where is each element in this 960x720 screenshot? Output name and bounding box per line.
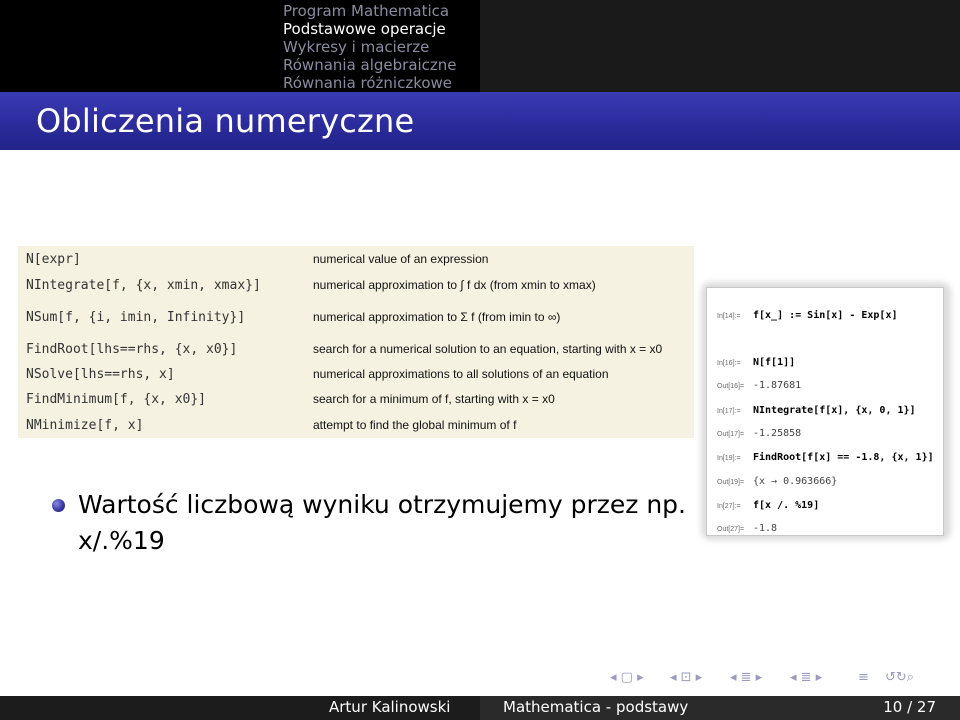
function-code: NSum[f, {i, imin, Infinity}]	[26, 310, 246, 325]
function-description: numerical approximations to all solutions of an equation	[313, 367, 609, 381]
notebook-cell	[717, 398, 916, 417]
function-code: N[expr]	[26, 252, 81, 267]
cell-input: f[x_] := Sin[x] - Exp[x]	[753, 310, 898, 321]
nav-frame-back-icon[interactable]: ◂ ▢ ▸	[610, 670, 644, 685]
function-description: numerical value of an expression	[313, 252, 489, 266]
cell-label: In[17]:=	[717, 408, 741, 415]
function-code: NIntegrate[f, {x, xmin, xmax}]	[26, 278, 261, 293]
slide-title: Obliczenia numeryczne	[36, 102, 415, 140]
bullet-text: Wartość liczbową wyniku otrzymujemy przez np. x/.%19	[78, 490, 686, 555]
function-code: FindRoot[lhs==rhs, {x, x0}]	[26, 342, 238, 357]
cell-output: -1.8	[753, 523, 778, 534]
function-description: numerical approximation to Σ f (from imin to ∞)	[313, 310, 561, 324]
notebook-cell	[717, 493, 819, 512]
notebook-cell	[717, 421, 801, 440]
cell-output: -1.87681	[753, 380, 802, 391]
cell-input: NIntegrate[f[x], {x, 0, 1}]	[753, 405, 916, 416]
nav-search-icon[interactable]: ↺↻⌕	[885, 670, 915, 685]
notebook-cell	[717, 303, 898, 322]
cell-input: N[f[1]]	[753, 357, 796, 368]
cell-label: In[16]:=	[717, 360, 741, 367]
footer-author: Artur Kalinowski	[329, 698, 451, 716]
cell-label: Out[27]=	[717, 526, 745, 533]
notebook-screenshot	[706, 287, 944, 536]
section-list	[283, 2, 457, 92]
nav-item-rownania-algebraiczne[interactable]: Równania algebraiczne	[283, 56, 457, 74]
cell-label: In[27]:=	[717, 503, 741, 510]
function-code: NSolve[lhs==rhs, x]	[26, 367, 175, 382]
footer	[0, 696, 960, 720]
notebook-cell	[717, 445, 934, 464]
nav-item-wykresy-i-macierze[interactable]: Wykresy i macierze	[283, 38, 430, 56]
nav-section-icon[interactable]: ◂ ≣ ▸	[730, 670, 763, 685]
cell-output: -1.25858	[753, 428, 802, 439]
bullet-icon	[52, 499, 65, 512]
function-description: attempt to find the global minimum of f	[313, 418, 517, 432]
cell-label: Out[17]=	[717, 431, 745, 438]
cell-input: f[x /. %19]	[753, 500, 820, 511]
function-code: NMinimize[f, x]	[26, 418, 144, 433]
slide-title-bar	[0, 92, 960, 150]
nav-align-icon[interactable]: ≡	[858, 670, 869, 685]
notebook-cell	[717, 516, 777, 535]
functions-table	[18, 246, 694, 438]
cell-label: Out[16]=	[717, 383, 745, 390]
nav-document-icon[interactable]: ◂ ≣ ▸	[790, 670, 823, 685]
function-code: FindMinimum[f, {x, x0}]	[26, 392, 207, 407]
nav-item-podstawowe-operacje[interactable]: Podstawowe operacje	[283, 20, 446, 38]
cell-label: In[19]:=	[717, 455, 741, 462]
function-description: numerical approximation to ∫ f dx (from xmin to xmax)	[313, 278, 596, 292]
notebook-cell	[717, 469, 837, 488]
top-navigation	[0, 0, 960, 92]
notebook-cell	[717, 373, 801, 392]
nav-item-rownania-rozniczkowe[interactable]: Równania różniczkowe	[283, 74, 453, 92]
notebook-cell	[717, 350, 795, 369]
function-description: search for a minimum of f, starting with x = x0	[313, 392, 555, 406]
function-description: search for a numerical solution to an equation, starting with x = x0	[313, 342, 663, 356]
cell-label: Out[19]=	[717, 479, 745, 486]
cell-input: FindRoot[f[x] == -1.8, {x, 1}]	[753, 452, 934, 463]
top-navigation-right	[480, 0, 960, 92]
footer-title: Mathematica - podstawy	[503, 698, 689, 716]
page-number: 10 / 27	[883, 698, 936, 716]
cell-label: In[14]:=	[717, 313, 741, 320]
cell-output: {x → 0.963666}	[753, 476, 838, 487]
nav-item-program-mathematica[interactable]: Program Mathematica	[283, 2, 450, 20]
nav-subsection-icon[interactable]: ◂ ⊡ ▸	[670, 670, 703, 685]
